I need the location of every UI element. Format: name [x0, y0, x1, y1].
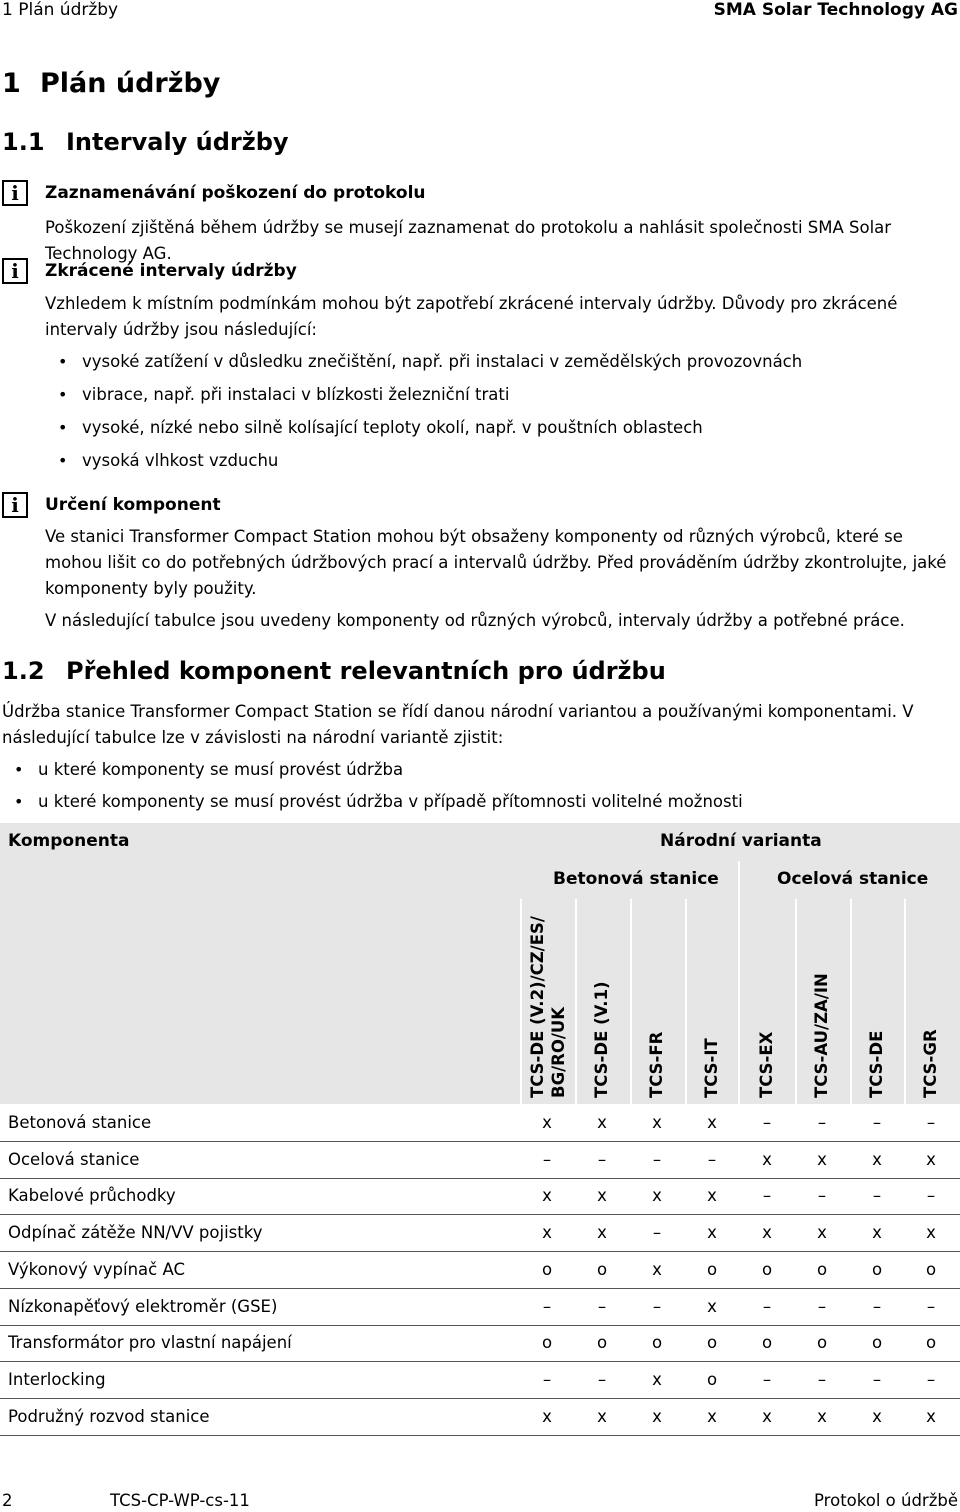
column-divider [575, 899, 577, 1104]
table-cell: – [707, 1149, 717, 1169]
table-cell: – [652, 1223, 662, 1243]
table-cell: – [762, 1186, 772, 1206]
section-title-text: Přehled komponent relevantních pro údržbu [66, 657, 666, 685]
table-cell: x [652, 1259, 662, 1279]
variant-header: TCS-DE (V.2)/CZ/ES/ BG/RO/UK [528, 916, 568, 1098]
table-cell: o [925, 1333, 937, 1353]
table-row [0, 1362, 960, 1399]
table-cell: x [542, 1113, 552, 1132]
table-cell: x [817, 1149, 827, 1169]
variant-header: TCS-FR [647, 1031, 666, 1098]
table-cell: o [706, 1369, 718, 1389]
table-cell: – [542, 1296, 552, 1316]
table-cell: o [816, 1259, 828, 1279]
table-cell: – [926, 1186, 936, 1206]
info-icon: i [2, 180, 28, 206]
column-divider [630, 899, 632, 1104]
table-cell: o [761, 1259, 773, 1279]
table-cell: x [762, 1149, 772, 1169]
table-cell: x [652, 1186, 662, 1206]
list-item: • u které komponenty se musí provést údržba v případě přítomnosti volitelné možnosti [14, 792, 743, 811]
page-number: 2 [2, 1491, 13, 1510]
document-code: TCS-CP-WP-cs-11 [110, 1491, 250, 1510]
info-icon: i [2, 258, 28, 284]
table-cell: o [706, 1333, 718, 1353]
table-row [0, 1252, 960, 1289]
table-cell: x [872, 1406, 882, 1426]
table-cell: x [707, 1296, 717, 1316]
list-item: • vysoké zatížení v důsledku znečištění, např. při instalaci v zemědělských provozovnách [58, 352, 803, 371]
section-title-1-1 [2, 128, 289, 156]
variant-header: TCS-IT [702, 1038, 721, 1098]
table-cell: x [597, 1186, 607, 1206]
table-row [0, 1215, 960, 1252]
header-section: 1 Plán údržby [2, 0, 119, 20]
table-cell: – [926, 1296, 936, 1316]
table-cell: x [817, 1223, 827, 1243]
column-divider [520, 899, 522, 1104]
table-cell: o [871, 1333, 883, 1353]
row-label: Ocelová stanice [8, 1149, 140, 1169]
row-label: Nízkonapěťový elektroměr (GSE) [8, 1296, 278, 1316]
table-cell: – [817, 1186, 827, 1206]
table-cell: – [926, 1113, 936, 1132]
table-cell: – [597, 1296, 607, 1316]
variant-header: TCS-DE (V.1) [592, 981, 611, 1098]
list-item: • vysoká vlhkost vzduchu [58, 451, 279, 470]
row-label: Výkonový vypínač AC [8, 1259, 185, 1279]
table-cell: – [652, 1296, 662, 1316]
table-cell: x [652, 1369, 662, 1389]
table-row [0, 1399, 960, 1436]
row-label: Podružný rozvod stanice [8, 1406, 210, 1426]
chapter-title-text: Plán údržby [40, 68, 221, 99]
table-cell: x [542, 1223, 552, 1243]
table-cell: o [541, 1333, 553, 1353]
section-text: Údržba stanice Transformer Compact Station se řídí danou národní variantou a používanými komponentami. V následující tabulce lze v závislosti na národní variantě zjistit: [2, 702, 914, 747]
page-header [0, 0, 960, 22]
column-divider [795, 899, 797, 1104]
table-cell: – [872, 1369, 882, 1389]
section-number: 1.1 [2, 128, 45, 156]
table-cell: x [597, 1113, 607, 1132]
table-cell: x [597, 1223, 607, 1243]
row-label: Betonová stanice [8, 1113, 152, 1132]
column-divider [685, 899, 687, 1104]
table-cell: x [707, 1186, 717, 1206]
group-header-steel: Ocelová stanice [777, 869, 929, 889]
variant-header: TCS-EX [757, 1031, 776, 1098]
table-cell: x [652, 1406, 662, 1426]
chapter-number: 1 [2, 68, 21, 99]
note-title: Určení komponent [45, 495, 221, 515]
table-cell: – [872, 1296, 882, 1316]
note-title: Zkrácené intervaly údržby [45, 261, 297, 281]
list-item: • vibrace, např. při instalaci v blízkosti železniční trati [58, 385, 510, 404]
table-cell: o [596, 1333, 608, 1353]
table-cell: o [871, 1259, 883, 1279]
table-cell: – [817, 1113, 827, 1132]
note-text: Poškození zjištěná během údržby se musejí zaznamenat do protokolu a nahlásit společnosti SMA Solar Technology AG. [45, 218, 892, 263]
table-cell: – [762, 1369, 772, 1389]
table-cell: o [541, 1259, 553, 1279]
table-cell: x [707, 1113, 717, 1132]
column-header-component: Komponenta [8, 831, 130, 851]
table-cell: x [652, 1113, 662, 1132]
note-title: Zaznamenávání poškození do protokolu [45, 183, 426, 203]
table-row [0, 1325, 960, 1362]
variant-header: TCS-GR [921, 1029, 940, 1098]
table-cell: – [817, 1296, 827, 1316]
group-header-concrete: Betonová stanice [553, 869, 719, 889]
table-cell: – [597, 1369, 607, 1389]
note-text: V následující tabulce jsou uvedeny komponenty od různých výrobců, intervaly údržby a potřebné práce. [45, 611, 905, 630]
table-cell: o [925, 1259, 937, 1279]
list-item: • u které komponenty se musí provést údržba [14, 760, 404, 779]
table-cell: o [761, 1333, 773, 1353]
table-cell: x [762, 1406, 772, 1426]
variant-header: TCS-DE [867, 1030, 886, 1098]
note-text: Ve stanici Transformer Compact Station mohou být obsaženy komponenty od různých výrobců, které se mohou lišit co do potřebných údržbových prací a intervalů údržby. Před prováděním údržby zkontrolujte, jaké komponenty byly použity. [45, 527, 947, 598]
row-label: Transformátor pro vlastní napájení [8, 1333, 292, 1353]
column-header-national: Národní varianta [660, 831, 822, 851]
column-divider [904, 899, 906, 1104]
table-cell: x [762, 1223, 772, 1243]
table-row [0, 1142, 960, 1179]
table-cell: x [926, 1223, 936, 1243]
table-cell: x [542, 1406, 552, 1426]
table-cell: – [926, 1369, 936, 1389]
chapter-title [2, 68, 220, 99]
table-cell: – [542, 1369, 552, 1389]
row-label: Kabelové průchodky [8, 1186, 176, 1206]
table-cell: o [706, 1259, 718, 1279]
table-cell: x [872, 1149, 882, 1169]
table-cell: – [597, 1149, 607, 1169]
note-text: Vzhledem k místním podmínkám mohou být zapotřebí zkrácené intervaly údržby. Důvody pro zkrácené intervaly údržby jsou následující: [45, 294, 898, 339]
group-divider [738, 861, 740, 1104]
column-divider [850, 899, 852, 1104]
table-cell: o [816, 1333, 828, 1353]
table-cell: – [652, 1149, 662, 1169]
header-company: SMA Solar Technology AG [713, 0, 958, 20]
table-cell: x [707, 1223, 717, 1243]
table-cell: x [542, 1186, 552, 1206]
table-cell: – [872, 1186, 882, 1206]
table-cell: – [542, 1149, 552, 1169]
document-type: Protokol o údržbě [814, 1491, 958, 1510]
table-cell: x [597, 1406, 607, 1426]
table-cell: – [872, 1113, 882, 1132]
info-icon: i [2, 492, 28, 518]
table-row [0, 1178, 960, 1215]
table-row [0, 1289, 960, 1326]
row-label: Interlocking [8, 1369, 106, 1389]
table-cell: – [762, 1113, 772, 1132]
section-title-1-2 [2, 657, 666, 685]
table-cell: x [707, 1406, 717, 1426]
table-cell: x [926, 1406, 936, 1426]
table-cell: – [817, 1369, 827, 1389]
table-cell: x [872, 1223, 882, 1243]
table-cell: o [596, 1259, 608, 1279]
list-item: • vysoké, nízké nebo silně kolísající teploty okolí, např. v pouštních oblastech [58, 418, 703, 437]
section-number: 1.2 [2, 657, 45, 685]
row-label: Odpínač zátěže NN/VV pojistky [8, 1223, 263, 1243]
table-cell: o [651, 1333, 663, 1353]
table-cell: – [762, 1296, 772, 1316]
table-cell: x [817, 1406, 827, 1426]
table-cell: x [926, 1149, 936, 1169]
section-title-text: Intervaly údržby [66, 128, 289, 156]
variant-header: TCS-AU/ZA/IN [812, 973, 831, 1098]
table-row [0, 1105, 960, 1142]
